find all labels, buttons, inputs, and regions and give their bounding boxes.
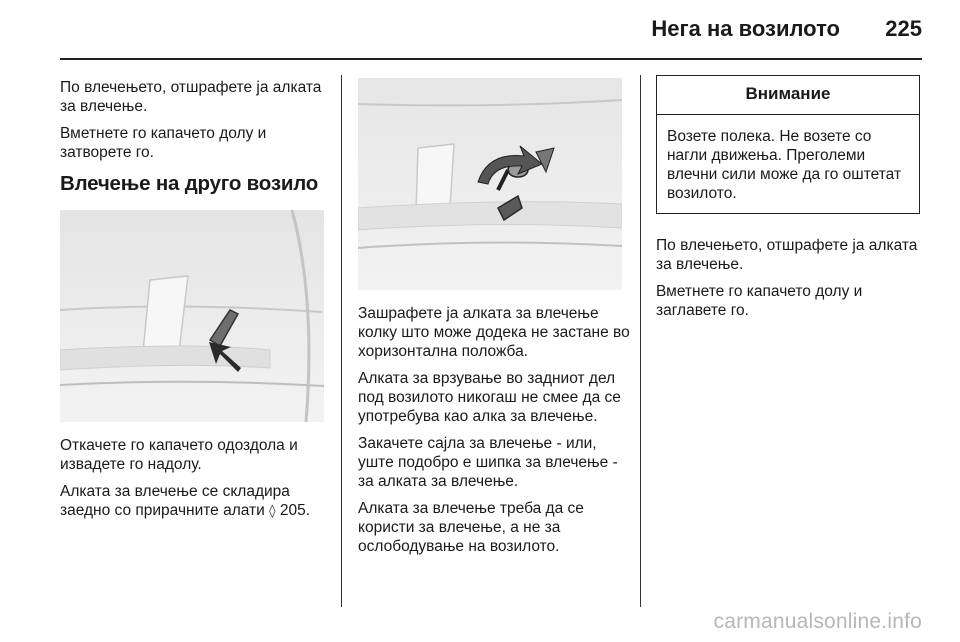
header-rule [60,58,922,60]
ring-storage-text: Алката за влечење се складира заедно со прирачните алати [60,483,290,519]
page-number: 225 [885,16,922,41]
column-3 [656,75,920,328]
caution-text: Возете полека. Не возете со нагли движења. Преголеми влечни сили може да го оштетат возилото. [667,128,902,202]
paragraph-screw-in-ring: Зашрафете ја алката за влечење колку што може додека не застане во хоризонтална положба. [358,305,630,360]
column-1 [60,78,330,529]
paragraph-insert-cap-lock: Вметнете го капачето долу и заглавете го. [656,283,863,319]
towing-eye-drawing [358,78,622,290]
watermark: carmanualsonline.info [713,610,922,633]
bumper-cap-drawing [60,210,324,422]
paragraph-unscrew-ring: По влечењето, отшрафете ја алката за влечење. [60,79,322,115]
paragraph-ring-usage: Алката за влечење треба да се користи за влечење, а не за ослободување на возилото. [358,500,584,555]
column-divider-left [341,75,342,607]
caution-title: Внимание [657,76,919,115]
caution-box [656,75,920,214]
paragraph-insert-cap-close: Вметнете го капачето долу и затворете го. [60,125,267,161]
cross-reference-page[interactable]: 205. [279,502,311,519]
paragraph-remove-cap: Откачете го капачето одоздола и извадете го надолу. [60,437,298,473]
bumper-cap-illustration [60,210,324,422]
towing-eye-illustration [358,78,622,290]
cross-reference-icon: ◊ [269,504,276,519]
paragraph-lashing-eye-warning: Алката за врзување во задниот дел под возилото никогаш не смее да се употребува као алка за влечење. [358,370,621,425]
paragraph-ring-storage [60,482,330,521]
column-2 [358,78,630,564]
column-divider-right [640,75,641,607]
section-heading: Влечење на друго возило [60,172,319,195]
paragraph-unscrew-ring-after: По влечењето, отшрафете ја алката за влечење. [656,237,918,273]
paragraph-attach-rope: Закачете сајла за влечење - или, уште подобро е шипка за влечење - за алката за влечење. [358,435,618,490]
page-header-title: Нега на возилото [651,16,840,41]
